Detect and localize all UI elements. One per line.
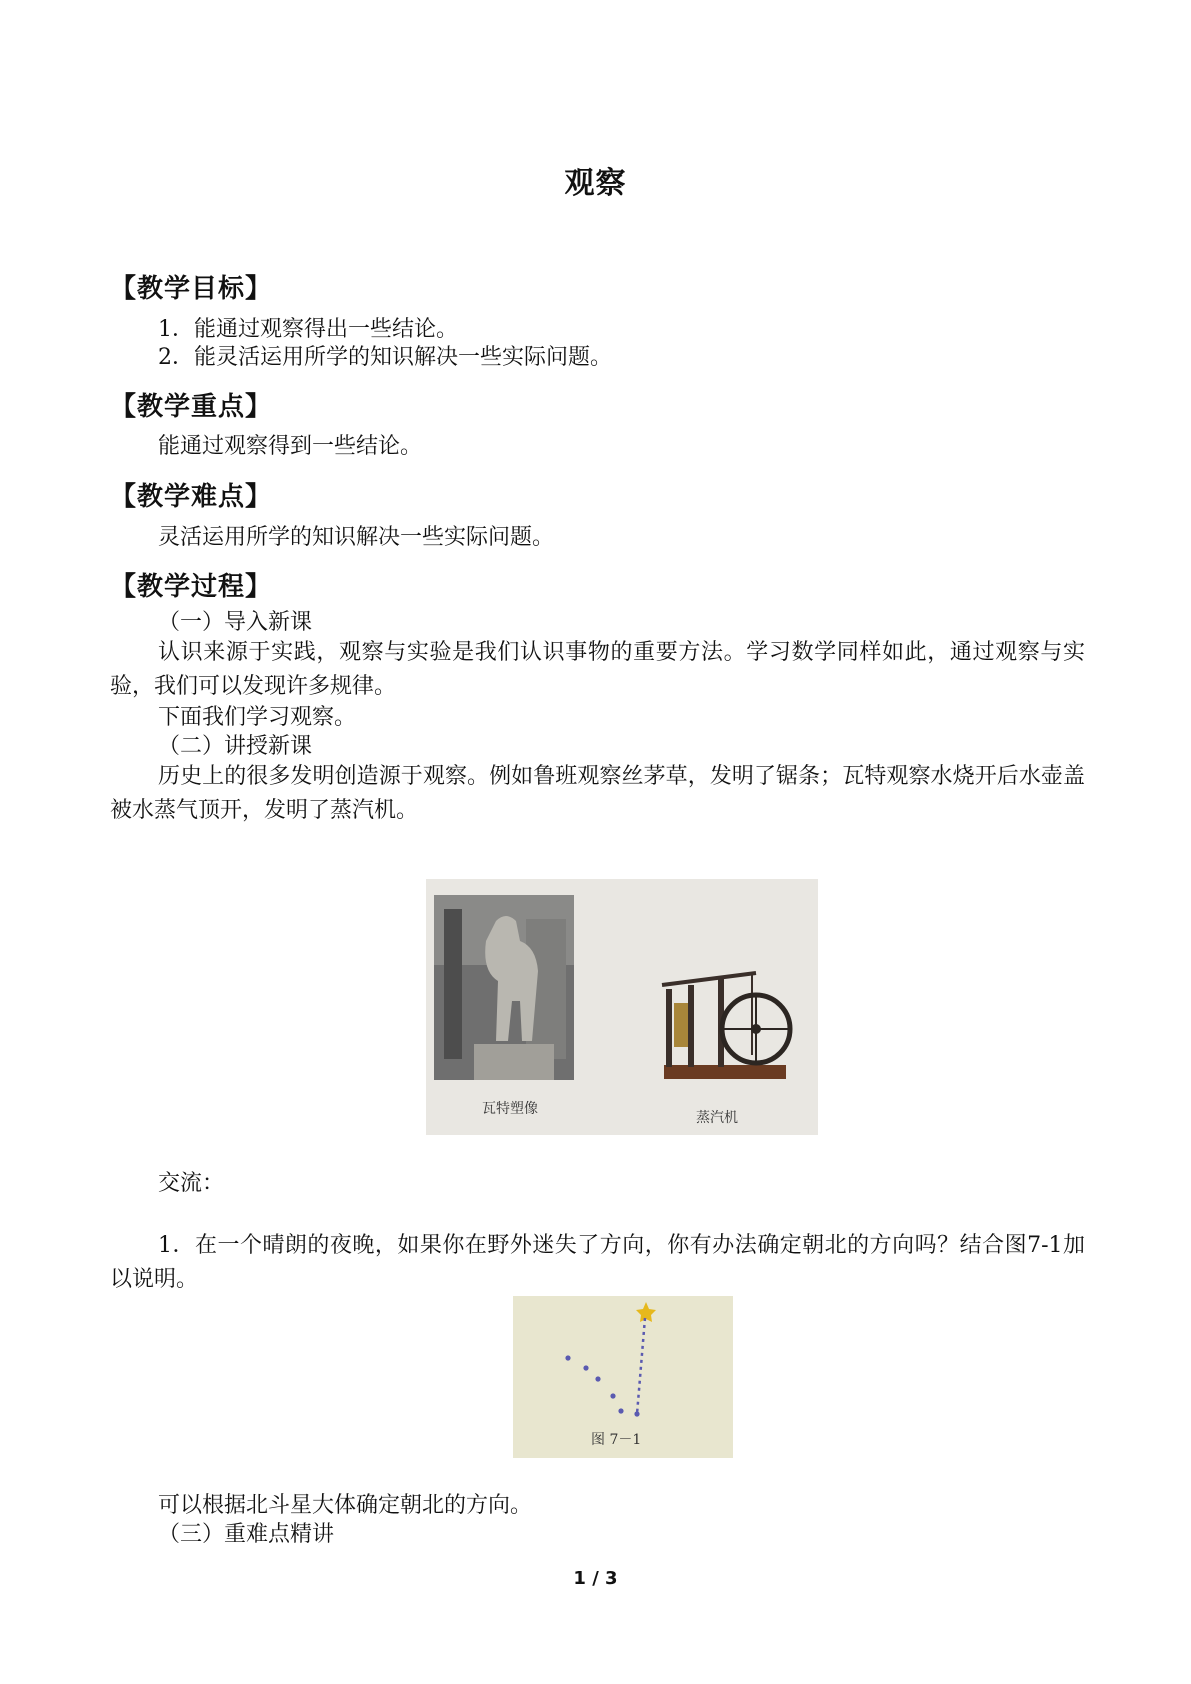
- key-points-text: 能通过观察得到一些结论。: [158, 434, 423, 459]
- star-dot: [634, 1411, 639, 1416]
- paragraph-next: 下面我们学习观察。: [158, 705, 357, 730]
- star-dot: [618, 1408, 623, 1413]
- goal-item-1: 1．能通过观察得出一些结论。: [158, 317, 458, 342]
- answer-1: 可以根据北斗星大体确定朝北的方向。: [158, 1493, 533, 1518]
- page-title: 观察: [564, 166, 627, 201]
- star-dot: [583, 1365, 588, 1370]
- photo-collage: [426, 879, 818, 1135]
- page-number: 1 / 3: [573, 1568, 618, 1589]
- subsection-key-difficulties: （三）重难点精讲: [158, 1522, 335, 1547]
- statue-pedestal: [474, 1044, 554, 1080]
- caption-figure-7-1: 图 7－1: [591, 1432, 642, 1448]
- engine-cylinder: [674, 1003, 688, 1047]
- pointer-line: [637, 1318, 645, 1414]
- star-dot: [595, 1376, 600, 1381]
- heading-difficulties: 【教学难点】: [110, 482, 273, 512]
- paragraph-history: 历史上的很多发明创造源于观察。例如鲁班观察丝茅草，发明了锯条；瓦特观察水烧开后水壶盖被水蒸气顶开，发明了蒸汽机。: [110, 764, 1085, 823]
- discussion-label: 交流：: [158, 1171, 225, 1196]
- heading-key-points: 【教学重点】: [110, 392, 273, 422]
- subsection-intro: （一）导入新课: [158, 610, 313, 635]
- heading-goals: 【教学目标】: [110, 274, 273, 304]
- question-1: 1．在一个晴朗的夜晚，如果你在野外迷失了方向，你有办法确定朝北的方向吗？结合图7-1加以说明。: [110, 1233, 1085, 1292]
- figure-7-1-star-map: [513, 1296, 733, 1458]
- goal-item-2: 2．能灵活运用所学的知识解决一些实际问题。: [158, 345, 612, 370]
- subsection-teaching: （二）讲授新课: [158, 734, 313, 759]
- difficulties-text: 灵活运用所学的知识解决一些实际问题。: [158, 525, 555, 550]
- star-dot: [610, 1393, 615, 1398]
- caption-statue: 瓦特塑像: [482, 1101, 538, 1117]
- engine-base: [664, 1065, 786, 1079]
- figure-watt-steam-engine: [426, 879, 818, 1135]
- star-dot: [565, 1355, 570, 1360]
- heading-process: 【教学过程】: [110, 572, 273, 602]
- caption-steam-engine: 蒸汽机: [696, 1110, 738, 1126]
- paragraph-intro: 认识来源于实践，观察与实验是我们认识事物的重要方法。学习数学同样如此，通过观察与实验，我们可以发现许多规律。: [110, 640, 1085, 699]
